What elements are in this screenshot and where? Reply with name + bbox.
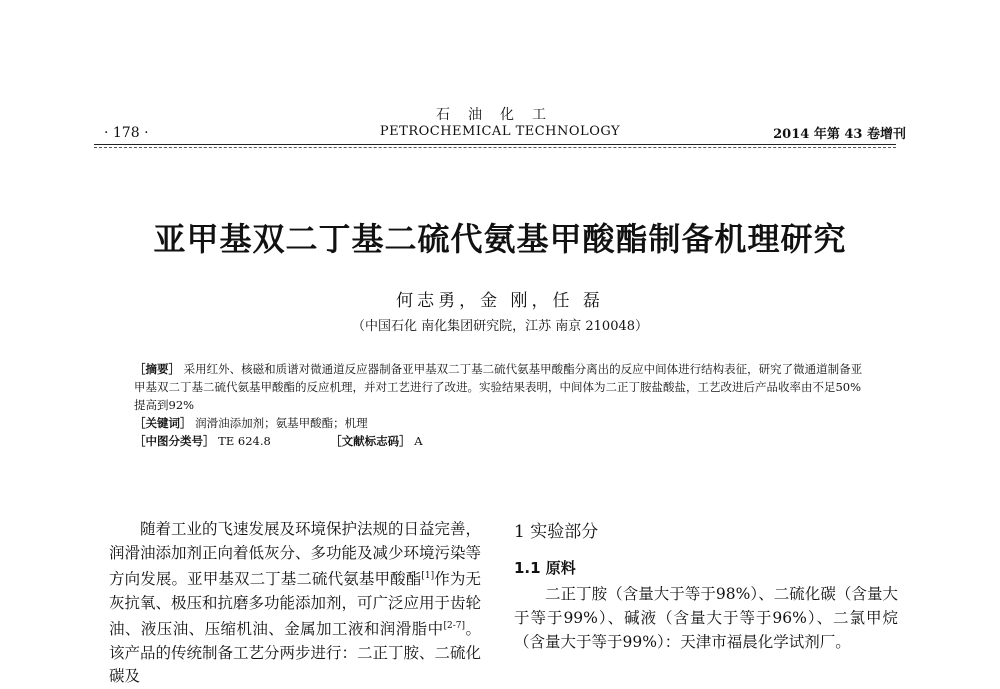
citation-ref-2: [2-7] xyxy=(443,621,466,632)
abstract-label: ［摘要］ xyxy=(134,362,180,376)
article-title: 亚甲基双二丁基二硫代氨基甲酸酯制备机理研究 xyxy=(153,220,847,258)
citation-ref-1: [1] xyxy=(421,571,435,581)
header-rule xyxy=(94,144,896,145)
intro-text-c: 。该产品的传统制备工艺分两步进行：二正丁胺、二硫化碳及 xyxy=(109,620,482,686)
doc-code: A xyxy=(414,434,423,448)
header-rule-secondary xyxy=(94,147,896,148)
intro-text-b: 作为无灰抗氧、极压和抗磨多功能添加剂，可广泛应用于齿轮油、液压油、压缩机油、金属加工液和润滑脂中 xyxy=(109,570,482,639)
authors: 何志勇，金 刚，任 磊 xyxy=(396,291,604,311)
materials-paragraph: 二正丁胺（含量大于等于98%）、二硫化碳（含量大于等于99%）、碱液（含量大于等于96%）、二氯甲烷（含量大于等于99%）：天津市福晨化学试剂厂。 xyxy=(514,585,898,651)
intro-column xyxy=(109,518,481,689)
abstract-block xyxy=(134,360,864,450)
clc-label: ［中图分类号］ xyxy=(134,434,215,448)
keywords-row xyxy=(134,414,864,432)
abstract xyxy=(134,360,864,414)
section-column xyxy=(514,520,898,654)
affiliation: （中国石化 南化集团研究院，江苏 南京 210048） xyxy=(351,319,649,334)
journal-name-en: PETROCHEMICAL TECHNOLOGY xyxy=(379,124,621,139)
abstract-text: 采用红外、核磁和质谱对微通道反应器制备亚甲基双二丁基二硫代氨基甲酸酯分离出的反应中间体进行结构表征，研究了微通道制备亚甲基双二丁基二硫代氨基甲酸酯的反应机理，并对工艺进行了改进。实验结果表明，中间体为二正丁胺盐酸盐，工艺改进后产品收率由不足50%提高到92% xyxy=(134,362,863,412)
doc-code-label: ［文献标志码］ xyxy=(330,434,411,448)
keywords: 润滑油添加剂；氨基甲酸酯；机理 xyxy=(195,416,368,430)
page-number: · 178 · xyxy=(104,125,149,141)
keywords-label: ［关键词］ xyxy=(134,416,192,430)
intro-paragraph xyxy=(109,518,481,689)
classification-row xyxy=(134,432,864,450)
intro-text-a: 随着工业的飞速发展及环境保护法规的日益完善，润滑油添加剂正向着低灰分、多功能及减少环境污染等方向发展。亚甲基双二丁基二硫代氨基甲酸酯 xyxy=(109,520,482,589)
subsection-heading: 1.1 原料 xyxy=(514,559,576,577)
journal-name-cn: 石油化工 xyxy=(436,107,564,123)
issue-info: 2014 年第 43 卷增刊 xyxy=(773,127,906,142)
clc-code: TE 624.8 xyxy=(218,434,271,448)
section-heading: 1 实验部分 xyxy=(514,522,599,542)
